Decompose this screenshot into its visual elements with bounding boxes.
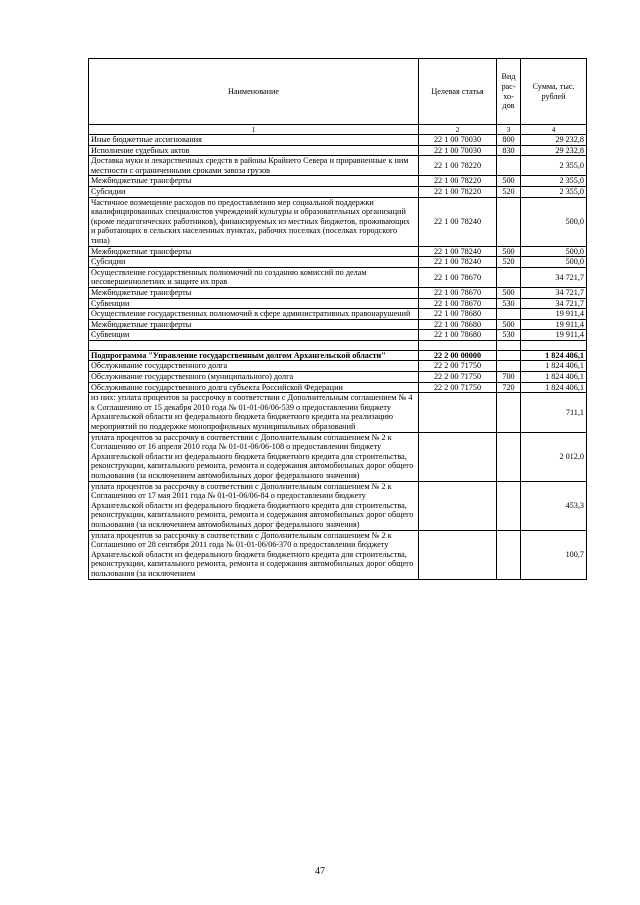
row-kind: 700 xyxy=(497,372,521,383)
row-code: 22 1 00 70030 xyxy=(419,135,497,146)
row-code: 22 1 00 78240 xyxy=(419,257,497,268)
row-code: 22 1 00 78220 xyxy=(419,156,497,176)
table-row xyxy=(89,197,587,246)
row-sum: 1 824 406,1 xyxy=(521,350,587,361)
row-sum: 19 911,4 xyxy=(521,319,587,330)
table-row xyxy=(89,382,587,393)
row-name xyxy=(89,340,419,350)
header-name: Наименование xyxy=(89,59,419,125)
table-row xyxy=(89,432,587,481)
column-number: 4 xyxy=(521,125,587,135)
empty-row xyxy=(89,340,587,350)
row-code: 22 1 00 78680 xyxy=(419,330,497,341)
row-kind: 500 xyxy=(497,246,521,257)
row-name: уплата процентов за рассрочку в соответствии с Дополнительным соглашением № 2 к Соглашению от 16 апреля 2010 года № 01-01-06/06-108 о предоставлении бюджету Архангельской области из федерального бюджета бюджетного кредита для строительства, реконструкции, капитального ремонта, ремонта и содержания автомобильных дорог общего пользования (за исключением автомобильных дорог федерального значения) xyxy=(89,432,419,481)
row-name: Межбюджетные трансферты xyxy=(89,246,419,257)
subprogram-row xyxy=(89,350,587,361)
row-kind: 500 xyxy=(497,319,521,330)
table-header-row xyxy=(89,59,587,125)
row-name: Субвенции xyxy=(89,330,419,341)
table-row xyxy=(89,481,587,530)
row-code: 22 1 00 78670 xyxy=(419,287,497,298)
row-code: 22 2 00 71750 xyxy=(419,361,497,372)
table-row xyxy=(89,372,587,383)
row-sum: 19 911,4 xyxy=(521,330,587,341)
row-name: Осуществление государственных полномочий в сфере административных правонарушений xyxy=(89,309,419,320)
row-kind xyxy=(497,197,521,246)
row-name: Доставка муки и лекарственных средств в районы Крайнего Севера и приравненные к ним местности с ограниченными сроками завоза грузов xyxy=(89,156,419,176)
header-kind: Вид рас-хо-дов xyxy=(497,59,521,125)
row-sum: 2 355,0 xyxy=(521,186,587,197)
table-row xyxy=(89,156,587,176)
table-row xyxy=(89,530,587,579)
row-sum: 2 355,0 xyxy=(521,176,587,187)
row-sum: 1 824 406,1 xyxy=(521,372,587,383)
row-name: Обслуживание государственного долга субъекта Российской Федерации xyxy=(89,382,419,393)
row-code: 22 2 00 71750 xyxy=(419,382,497,393)
column-number-row xyxy=(89,125,587,135)
row-name: Межбюджетные трансферты xyxy=(89,176,419,187)
row-kind: 500 xyxy=(497,287,521,298)
row-kind: 520 xyxy=(497,186,521,197)
row-kind xyxy=(497,267,521,287)
row-sum: 453,3 xyxy=(521,481,587,530)
row-sum: 29 232,8 xyxy=(521,145,587,156)
table-row xyxy=(89,361,587,372)
row-code xyxy=(419,393,497,432)
column-number: 1 xyxy=(89,125,419,135)
table-row xyxy=(89,135,587,146)
row-kind: 830 xyxy=(497,145,521,156)
row-code xyxy=(419,340,497,350)
table-row xyxy=(89,309,587,320)
row-name: Обслуживание государственного (муниципального) долга xyxy=(89,372,419,383)
row-code: 22 1 00 78220 xyxy=(419,176,497,187)
budget-table xyxy=(88,58,587,580)
row-name: Обслуживание государственного долга xyxy=(89,361,419,372)
row-sum: 34 721,7 xyxy=(521,298,587,309)
row-sum: 100,7 xyxy=(521,530,587,579)
table-row xyxy=(89,298,587,309)
row-sum: 500,0 xyxy=(521,197,587,246)
row-sum: 711,1 xyxy=(521,393,587,432)
table-row xyxy=(89,246,587,257)
row-sum: 29 232,8 xyxy=(521,135,587,146)
row-name: Исполнение судебных актов xyxy=(89,145,419,156)
row-name: Осуществление государственных полномочий по созданию комиссий по делам несовершеннолетних и защите их прав xyxy=(89,267,419,287)
row-sum: 2 355,0 xyxy=(521,156,587,176)
row-code: 22 1 00 78240 xyxy=(419,246,497,257)
row-name: из них: уплата процентов за рассрочку в соответствии с Дополнительным соглашением № 4 к Соглашению от 15 декабря 2010 года № 01-01-06/06-539 о предоставлении бюджету Архангельской области из федерального бюджета бюджетного кредита на реализацию мероприятий по поддержке монопрофильных муниципальных образований xyxy=(89,393,419,432)
row-kind xyxy=(497,432,521,481)
row-kind: 520 xyxy=(497,257,521,268)
row-name: уплата процентов за рассрочку в соответствии с Дополнительным соглашением № 2 к Соглашению от 17 мая 2011 года № 01-01-06/06-84 о предоставлении бюджету Архангельской области из федерального бюджета бюджетного кредита для строительства, реконструкции, капитального ремонта, ремонта и содержания автомобильных дорог общего пользования (за исключением автомобильных дорог федерального значения) xyxy=(89,481,419,530)
row-sum: 1 824 406,1 xyxy=(521,361,587,372)
row-name: Субвенции xyxy=(89,298,419,309)
column-number: 2 xyxy=(419,125,497,135)
row-kind xyxy=(497,481,521,530)
table-row xyxy=(89,176,587,187)
row-sum: 2 012,0 xyxy=(521,432,587,481)
row-kind: 530 xyxy=(497,330,521,341)
row-code: 22 1 00 78680 xyxy=(419,309,497,320)
row-sum: 34 721,7 xyxy=(521,287,587,298)
row-name: Иные бюджетные ассигнования xyxy=(89,135,419,146)
row-kind xyxy=(497,340,521,350)
row-kind xyxy=(497,361,521,372)
row-kind xyxy=(497,530,521,579)
table-row xyxy=(89,145,587,156)
table-row xyxy=(89,393,587,432)
row-code: 22 1 00 78680 xyxy=(419,319,497,330)
row-kind xyxy=(497,156,521,176)
row-kind: 500 xyxy=(497,176,521,187)
row-code: 22 1 00 70030 xyxy=(419,145,497,156)
row-code xyxy=(419,481,497,530)
row-code: 22 1 00 78670 xyxy=(419,267,497,287)
row-code xyxy=(419,530,497,579)
row-name: Частичное возмещение расходов по предоставлению мер социальной поддержки квалифицированных специалистов учреждений культуры и образовательных организаций (кроме педагогических работников), финансируемых из местных бюджетов, проживающих и работающих в сельских населенных пунктах, рабочих поселках (поселках городского типа) xyxy=(89,197,419,246)
row-name: Субсидии xyxy=(89,257,419,268)
row-kind xyxy=(497,350,521,361)
row-kind xyxy=(497,393,521,432)
row-name: Подпрограмма "Управление государственным долгом Архангельской области" xyxy=(89,350,419,361)
row-sum: 34 721,7 xyxy=(521,267,587,287)
column-number: 3 xyxy=(497,125,521,135)
row-code: 22 1 00 78220 xyxy=(419,186,497,197)
row-kind xyxy=(497,309,521,320)
row-sum xyxy=(521,340,587,350)
row-code: 22 1 00 78240 xyxy=(419,197,497,246)
table-row xyxy=(89,257,587,268)
page-number: 47 xyxy=(315,866,325,877)
row-kind: 720 xyxy=(497,382,521,393)
header-sum: Сумма, тыс. рублей xyxy=(521,59,587,125)
table-row xyxy=(89,330,587,341)
row-kind: 800 xyxy=(497,135,521,146)
row-code: 22 1 00 78670 xyxy=(419,298,497,309)
row-sum: 19 911,4 xyxy=(521,309,587,320)
header-code: Целевая статья xyxy=(419,59,497,125)
row-name: Межбюджетные трансферты xyxy=(89,287,419,298)
row-sum: 1 824 406,1 xyxy=(521,382,587,393)
row-sum: 500,0 xyxy=(521,257,587,268)
row-kind: 530 xyxy=(497,298,521,309)
row-code xyxy=(419,432,497,481)
table-row xyxy=(89,267,587,287)
row-code: 22 2 00 00000 xyxy=(419,350,497,361)
row-name: уплата процентов за рассрочку в соответствии с Дополнительным соглашением № 2 к Соглашению от 28 сентября 2011 года № 01-01-06/06-370 о предоставлении бюджету Архангельской области из федерального бюджета бюджетного кредита для строительства, реконструкции, капитального ремонта, ремонта и содержания автомобильных дорог общего пользования (за исключением xyxy=(89,530,419,579)
table-row xyxy=(89,287,587,298)
table-row xyxy=(89,319,587,330)
row-sum: 500,0 xyxy=(521,246,587,257)
row-code: 22 2 00 71750 xyxy=(419,372,497,383)
row-name: Субсидии xyxy=(89,186,419,197)
row-name: Межбюджетные трансферты xyxy=(89,319,419,330)
table-row xyxy=(89,186,587,197)
